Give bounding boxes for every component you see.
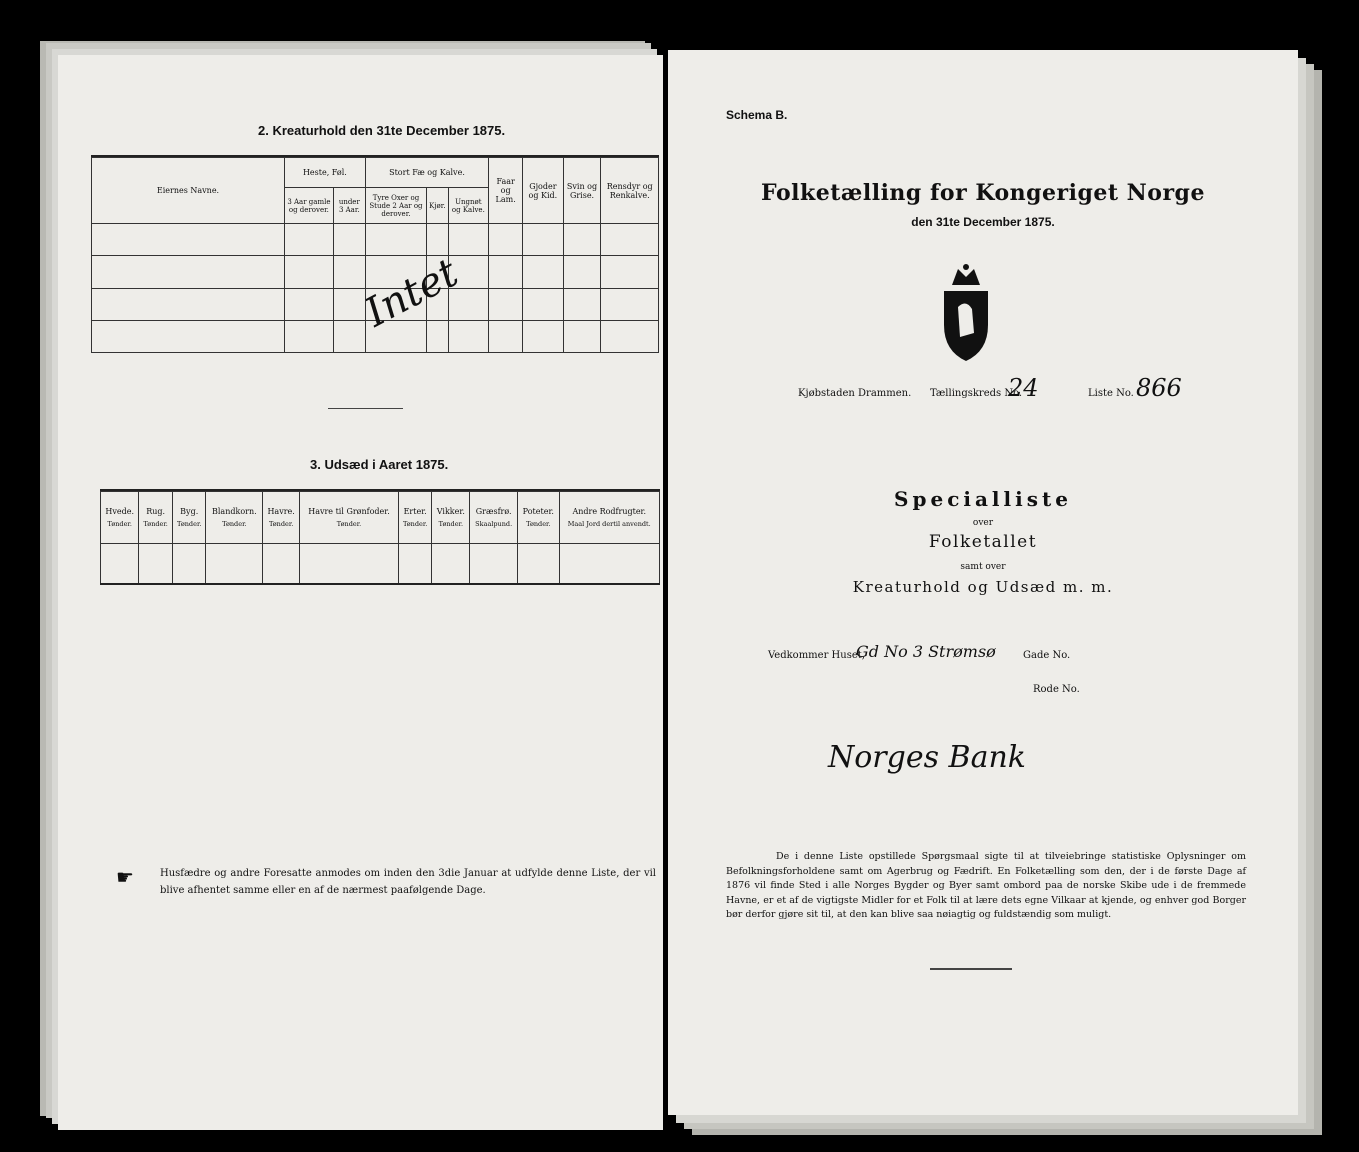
left-page: [58, 55, 663, 1130]
seed-cell: [101, 544, 139, 584]
seed-cell: [398, 544, 432, 584]
horse-sub-young: under 3 Aar.: [333, 188, 365, 224]
seed-column-header: [398, 492, 432, 544]
cattle-sub-bulls: Tyre Oxer og Stude 2 Aar og derover.: [365, 188, 426, 224]
house-label: Vedkommer Huset,: [768, 650, 865, 661]
seed-column-header: [559, 492, 660, 544]
seed-column-name: Havre til Grønfoder.: [308, 507, 390, 516]
divider: [930, 968, 1012, 970]
seed-column-unit: Tønder.: [268, 520, 294, 528]
seed-column-name: Græsfrø.: [475, 507, 512, 516]
district-label: Tællingskreds No.: [930, 388, 1023, 399]
seed-cell: [300, 544, 399, 584]
cattle-header: Stort Fæ og Kalve.: [365, 158, 488, 188]
specialliste-title: Specialliste: [894, 487, 1072, 511]
seed-column-unit: Tønder.: [143, 520, 168, 528]
list-value: 866: [1136, 374, 1182, 402]
seed-column-name: Andre Rodfrugter.: [572, 507, 647, 516]
footer-text: De i denne Liste opstillede Spørgsmaal sigte til at tilveiebringe statistiske Oplysninger om Befolkningsforholdene samt om Agerbrug og Fædrift. En Folketælling som den, der i de første Dage af 1876 vil finde Sted i alle Norges Bygder og Byer samt ombord paa de norske Skibe ude i de fremmede Havne, er et af de vigtigste Midler for et Folk til at lære dets egne Vilkaar at kjende, og enhver god Borger bør derfor gjøre sit til, at den kan blive saa nøiagtig og fuldstændig som muligt.: [726, 851, 1246, 920]
folketallet-text: Folketallet: [928, 532, 1038, 552]
goats-header: Gjoder og Kid.: [523, 158, 564, 224]
seed-column-unit: Tønder.: [336, 520, 362, 528]
over-text: over: [972, 518, 994, 528]
seed-column-header: [432, 492, 470, 544]
seed-column-name: Vikker.: [436, 507, 465, 516]
seed-column-unit: Skaalpund.: [475, 520, 513, 528]
seed-column-name: Hvede.: [105, 507, 135, 516]
cattle-sub-cows: Kjør.: [427, 188, 448, 224]
seed-column-name: Blandkorn.: [211, 507, 257, 516]
table-row: [92, 224, 659, 256]
seed-column-header: [206, 492, 263, 544]
divider: [328, 408, 403, 409]
seed-column-unit: Tønder.: [177, 520, 202, 528]
seed-column-header: [300, 492, 399, 544]
reindeer-header: Rensdyr og Renkalve.: [601, 158, 659, 224]
horse-sub-old: 3 Aar gamle og derover.: [285, 188, 334, 224]
seed-column-header: [518, 492, 559, 544]
main-title: Folketælling for Kongeriget Norge: [761, 180, 1205, 206]
seed-column-header: [470, 492, 518, 544]
handwritten-intet: Intet: [357, 249, 466, 337]
gade-label: Gade No.: [1023, 650, 1071, 661]
table3-bottom-rule: [100, 583, 660, 585]
cattle-sub-young: Ungnøt og Kalve.: [448, 188, 489, 224]
seed-column-header: [263, 492, 300, 544]
list-label: Liste No.: [1088, 388, 1134, 399]
seed-cell: [263, 544, 300, 584]
seed-cell: [470, 544, 518, 584]
seed-table: [100, 491, 660, 584]
town-label: Kjøbstaden Drammen.: [798, 388, 912, 399]
owner-header: Eiernes Navne.: [92, 158, 285, 224]
owner-signature: Norges Bank: [828, 740, 1026, 775]
seed-cell: [139, 544, 173, 584]
sheep-header: Faar og Lam.: [489, 158, 523, 224]
seed-cell: [172, 544, 206, 584]
seed-column-unit: Tønder.: [526, 520, 551, 528]
seed-column-name: Byg.: [180, 507, 199, 516]
seed-cell: [206, 544, 263, 584]
seed-cell: [432, 544, 470, 584]
right-page: [668, 50, 1298, 1115]
horse-header: Heste, Føl.: [285, 158, 366, 188]
pointing-hand-icon: ☛: [116, 865, 134, 889]
seed-column-unit: Tønder.: [222, 520, 247, 528]
rode-label: Rode No.: [1033, 684, 1080, 695]
samt-over-text: samt over: [960, 562, 1006, 572]
seed-column-name: Havre.: [267, 507, 295, 516]
seed-column-name: Poteter.: [522, 507, 554, 516]
seed-column-name: Erter.: [403, 507, 427, 516]
district-value: 24: [1008, 374, 1039, 402]
seed-column-unit: Tønder.: [107, 520, 132, 528]
notice-text: Husfædre og andre Foresatte anmodes om inden den 3die Januar at udfylde denne Liste, der vil blive afhentet samme eller en af de nærmest paafølgende Dage.: [160, 868, 656, 896]
coat-of-arms-icon: [938, 263, 994, 363]
schema-label: Schema B.: [726, 108, 788, 122]
section-3-title: 3. Udsæd i Aaret 1875.: [310, 457, 449, 472]
seed-column-header: [139, 492, 173, 544]
seed-column-unit: Maal Jord dertil anvendt.: [567, 520, 651, 528]
seed-cell: [518, 544, 559, 584]
table-row: [92, 256, 659, 288]
seed-column-header: [101, 492, 139, 544]
seed-column-header: [172, 492, 206, 544]
seed-column-name: Rug.: [146, 507, 166, 516]
seed-cell: [559, 544, 660, 584]
seed-column-unit: Tønder.: [402, 520, 428, 528]
house-value: Gd No 3 Strømsø: [856, 642, 996, 661]
seed-column-unit: Tønder.: [438, 520, 464, 528]
kreaturhold-text: Kreaturhold og Udsæd m. m.: [852, 578, 1114, 596]
pigs-header: Svin og Grise.: [563, 158, 601, 224]
section-2-title: 2. Kreaturhold den 31te December 1875.: [258, 123, 506, 138]
main-subtitle: den 31te December 1875.: [911, 215, 1055, 229]
